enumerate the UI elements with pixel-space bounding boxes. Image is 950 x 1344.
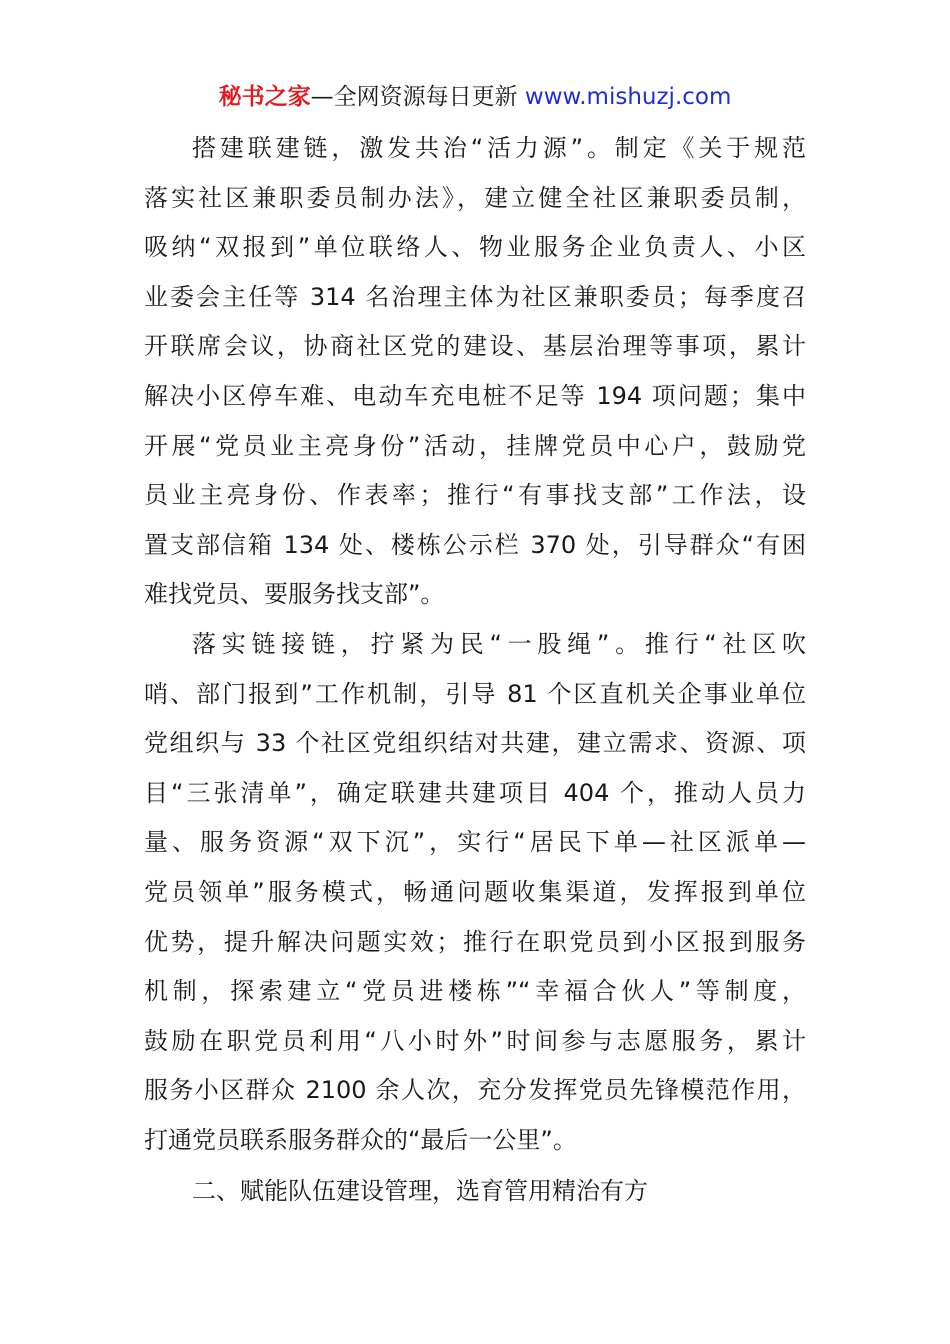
site-url-link[interactable]: www.mishuzj.com [524,84,732,110]
paragraph-line: 优势，提升解决问题实效；推行在职党员到小区报到服务 [144,927,806,956]
paragraph-line: 落实社区兼职委员制办法》，建立健全社区兼职委员制， [144,183,806,212]
section-heading: 二、赋能队伍建设管理，选育管用精治有方 [192,1177,648,1206]
paragraph-line: 哨、部门报到”工作机制，引导 81 个区直机关企事业单位 [144,679,806,708]
paragraph-line: 业委会主任等 314 名治理主体为社区兼职委员；每季度召 [144,282,806,311]
paragraph-line: 鼓励在职党员利用“八小时外”时间参与志愿服务，累计 [144,1026,806,1055]
paragraph-line: 党员领单”服务模式，畅通问题收集渠道，发挥报到单位 [144,877,806,906]
site-header [0,80,950,114]
header-tagline: —全网资源每日更新 [310,84,518,110]
document-body [144,124,806,1217]
paragraph-line: 党组织与 33 个社区党组织结对共建，建立需求、资源、项 [144,729,806,758]
paragraph-line: 搭建联建链，激发共治“活力源”。制定《关于规范 [192,134,806,162]
paragraph-line: 吸纳“双报到”单位联络人、物业服务企业负责人、小区 [144,233,806,262]
paragraph-line: 开联席会议，协商社区党的建设、基层治理等事项，累计 [144,332,806,361]
paragraph-line: 机制，探索建立“党员进楼栋”“幸福合伙人”等制度， [144,977,806,1006]
paragraph-line: 量、服务资源“双下沉”，实行“居民下单—社区派单— [144,828,806,857]
paragraph-line: 员业主亮身份、作表率；推行“有事找支部”工作法，设 [144,481,806,510]
paragraph-line: 服务小区群众 2100 余人次，充分发挥党员先锋模范作用， [144,1076,806,1105]
paragraph-line: 目“三张清单”，确定联建共建项目 404 个，推动人员力 [144,778,806,807]
paragraph-line: 开展“党员业主亮身份”活动，挂牌党员中心户，鼓励党 [144,431,806,460]
paragraph-linkage [144,620,806,1166]
paragraph-co-governance [144,124,806,620]
paragraph-line: 落实链接链，拧紧为民“一股绳”。推行“社区吹 [192,629,806,658]
brand-name: 秘书之家 [218,84,311,110]
paragraph-line: 难找党员、要服务找支部”。 [144,580,445,609]
paragraph-line: 打通党员联系服务群众的“最后一公里”。 [144,1125,577,1154]
paragraph-line: 置支部信箱 134 处、楼栋公示栏 370 处，引导群众“有困 [144,530,806,559]
paragraph-line: 解决小区停车难、电动车充电桩不足等 194 项问题；集中 [144,381,806,410]
